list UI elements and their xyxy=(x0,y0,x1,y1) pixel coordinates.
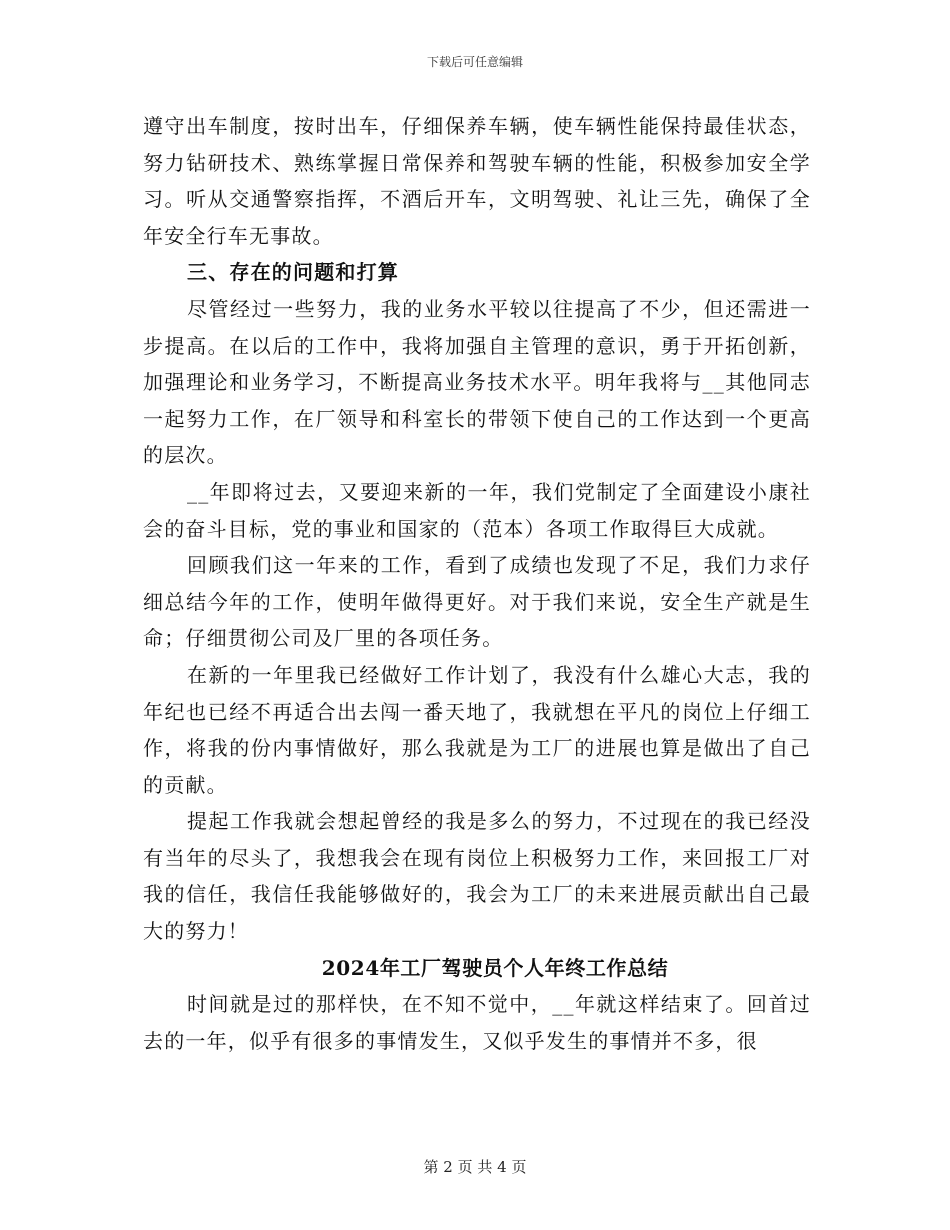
page-footer: 第 2 页 共 4 页 xyxy=(423,1158,527,1176)
paragraph-continued: 遵守出车制度，按时出车，仔细保养车辆，使车辆性能保持最佳状态，努力钻研技术、熟练掌握日常保养和驾驶车辆的性能，积极参加安全学习。听从交通警察指挥，不酒后开车，文明驾驶、礼让三先，确保了全年安全行车无事故。 xyxy=(143,114,811,248)
page-header: 下载后可任意编辑 xyxy=(426,55,523,69)
document-body xyxy=(143,108,811,1059)
paragraph: 提起工作我就会想起曾经的我是多么的努力，不过现在的我已经没有当年的尽头了，我想我会在现有岗位上积极努力工作，来回报工厂对我的信任，我信任我能够做好的，我会为工厂的未来进展贡献出自己最大的努力！ xyxy=(143,809,811,944)
paragraph: 在新的一年里我已经做好工作计划了，我没有什么雄心大志，我的年纪也已经不再适合出去闯一番天地了，我就想在平凡的岗位上仔细工作，将我的份内事情做好，那么我就是为工厂的进展也算是做出了自己的贡献。 xyxy=(143,662,811,797)
document-title: 2024年工厂驾驶员个人年终工作总结 xyxy=(321,955,669,980)
paragraph: __年即将过去，又要迎来新的一年，我们党制定了全面建设小康社会的奋斗目标，党的事业和国家的（范本）各项工作取得巨大成就。 xyxy=(143,479,811,541)
paragraph: 尽管经过一些努力，我的业务水平较以往提高了不少，但还需进一步提高。在以后的工作中，我将加强自主管理的意识，勇于开拓创新，加强理论和业务学习，不断提高业务技术水平。明年我将与__其他同志一起努力工作，在厂领导和科室长的带领下使自己的工作达到一个更高的层次。 xyxy=(143,296,811,468)
paragraph: 回顾我们这一年来的工作，看到了成绩也发现了不足，我们力求仔细总结今年的工作，使明年做得更好。对于我们来说，安全生产就是生命；仔细贯彻公司及厂里的各项任务。 xyxy=(143,553,811,651)
paragraph: 时间就是过的那样快，在不知不觉中，__年就这样结束了。回首过去的一年，似乎有很多的事情发生，又似乎发生的事情并不多，很 xyxy=(143,992,811,1053)
section-heading: 三、存在的问题和打算 xyxy=(187,260,399,285)
